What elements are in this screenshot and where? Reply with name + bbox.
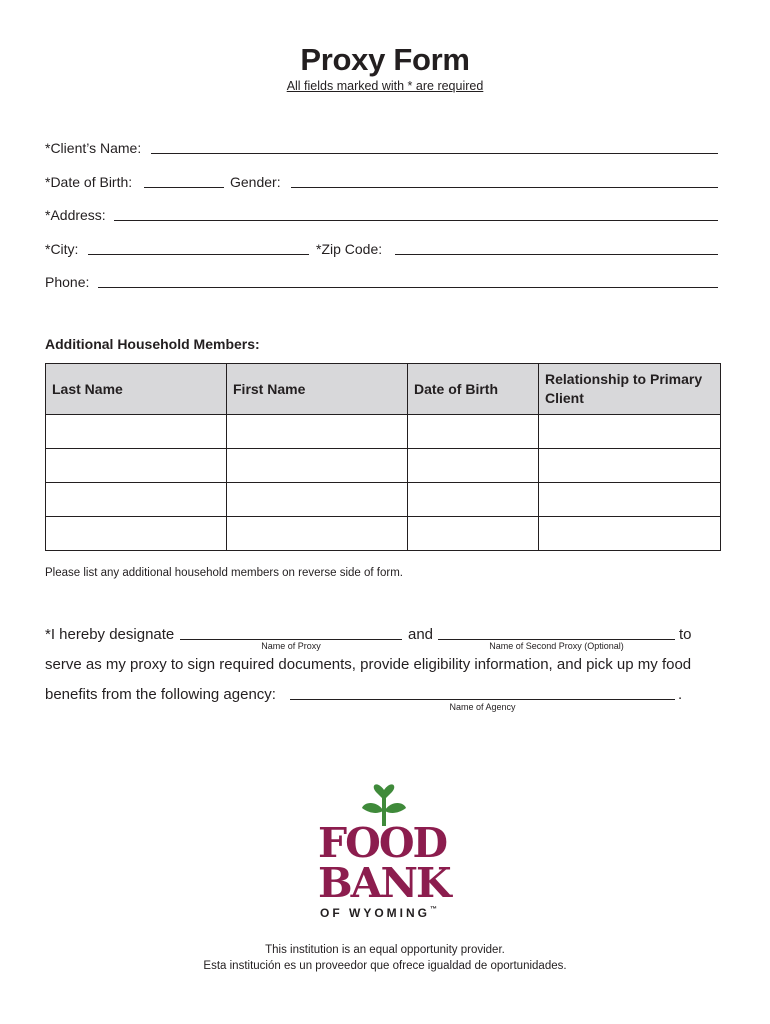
table-row — [46, 449, 721, 483]
table-header-row — [46, 364, 721, 415]
designation-line-2: serve as my proxy to sign required documents, provide eligibility information, and pick up my food — [45, 656, 692, 673]
table-row — [46, 415, 721, 449]
household-note: Please list any additional household members on reverse side of form. — [45, 567, 403, 579]
dob-cell[interactable] — [408, 517, 539, 551]
agency-name-caption: Name of Agency — [449, 702, 516, 712]
table-row — [46, 517, 721, 551]
agency-name-field[interactable] — [290, 699, 675, 700]
logo-bank-text: BANK — [318, 859, 450, 907]
equal-opportunity-en: This institution is an equal opportunity provider. — [265, 944, 505, 956]
city-field[interactable] — [88, 254, 309, 255]
last-name-cell[interactable] — [46, 449, 227, 483]
designation-line-3: benefits from the following agency: — [45, 686, 276, 703]
phone-label: Phone: — [45, 274, 90, 290]
address-label: *Address: — [45, 207, 106, 223]
relationship-cell[interactable] — [539, 415, 721, 449]
last-name-cell[interactable] — [46, 483, 227, 517]
trademark-symbol: ™ — [430, 906, 437, 913]
column-header-last-name: Last Name — [46, 364, 227, 415]
last-name-cell[interactable] — [46, 517, 227, 551]
client-name-field[interactable] — [151, 153, 718, 154]
household-section-title: Additional Household Members: — [45, 336, 260, 352]
food-bank-logo — [318, 778, 458, 923]
relationship-cell[interactable] — [539, 517, 721, 551]
logo-wyoming-label: OF WYOMING — [320, 906, 430, 920]
first-name-cell[interactable] — [227, 415, 408, 449]
city-label: *City: — [45, 241, 79, 257]
first-name-cell[interactable] — [227, 449, 408, 483]
first-name-cell[interactable] — [227, 483, 408, 517]
equal-opportunity-es: Esta institución es un proveedor que ofrece igualdad de oportunidades. — [203, 960, 567, 972]
dob-cell[interactable] — [408, 449, 539, 483]
client-name-label: *Client’s Name: — [45, 140, 142, 156]
table-row — [46, 483, 721, 517]
period-text: . — [678, 686, 683, 703]
column-header-dob: Date of Birth — [408, 364, 539, 415]
required-fields-note: All fields marked with * are required — [286, 79, 484, 93]
logo-food-text: FOOD — [318, 819, 447, 867]
zip-label: *Zip Code: — [316, 241, 383, 257]
logo-wyoming-text — [320, 906, 437, 920]
proxy-name-caption: Name of Proxy — [261, 641, 321, 651]
dob-cell[interactable] — [408, 415, 539, 449]
second-proxy-field[interactable] — [438, 639, 675, 640]
last-name-cell[interactable] — [46, 415, 227, 449]
relationship-cell[interactable] — [539, 449, 721, 483]
zip-field[interactable] — [395, 254, 718, 255]
relationship-cell[interactable] — [539, 483, 721, 517]
first-name-cell[interactable] — [227, 517, 408, 551]
proxy-name-field[interactable] — [180, 639, 402, 640]
household-table — [45, 363, 721, 551]
phone-field[interactable] — [98, 287, 718, 288]
dob-label: *Date of Birth: — [45, 174, 133, 190]
address-field[interactable] — [114, 220, 718, 221]
page-title: Proxy Form — [300, 42, 470, 77]
column-header-first-name: First Name — [227, 364, 408, 415]
dob-cell[interactable] — [408, 483, 539, 517]
gender-label: Gender: — [230, 174, 281, 190]
dob-field[interactable] — [144, 187, 224, 188]
gender-field[interactable] — [291, 187, 718, 188]
to-text: to — [679, 626, 692, 643]
and-text: and — [408, 626, 434, 643]
second-proxy-caption: Name of Second Proxy (Optional) — [489, 641, 624, 651]
column-header-relationship: Relationship to Primary Client — [539, 364, 721, 415]
designate-text: *I hereby designate — [45, 626, 175, 643]
